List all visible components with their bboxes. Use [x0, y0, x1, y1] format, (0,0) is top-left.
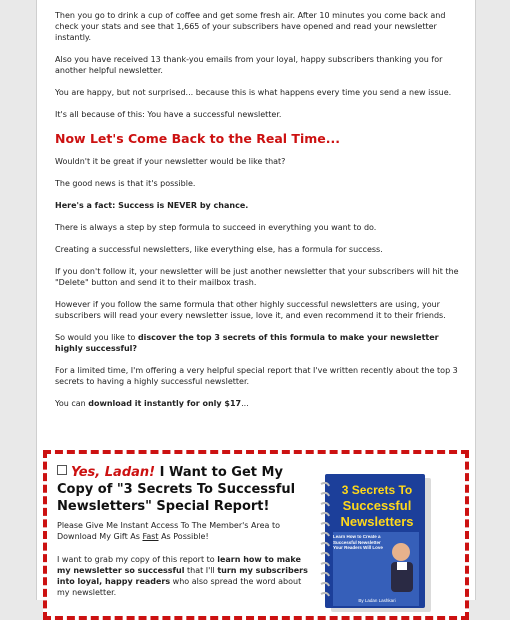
- paragraph: Creating a successful newsletters, like everything else, has a formula for success.: [55, 245, 383, 254]
- order-headline: [57, 464, 317, 515]
- book-title-3: Newsletters: [340, 514, 414, 529]
- ebook-cover: [315, 472, 435, 614]
- download-price: download it instantly for only $17: [88, 399, 242, 408]
- sales-letter-content: [55, 10, 460, 420]
- page-body: [36, 0, 476, 603]
- section-heading: Now Let's Come Back to the Real Time...: [55, 131, 340, 146]
- grab-text: [57, 554, 312, 598]
- order-headline-text: I Want to Get My Copy of "3 Secrets To Successful Newsletters" Special Report!: [57, 465, 296, 514]
- grab-mid: that I'll: [184, 566, 218, 575]
- discover-bold: discover the top 3 secrets of this formula to make your newsletter highly successful?: [55, 333, 439, 353]
- fact-text: Here's a fact: Success is NEVER by chance.: [55, 201, 249, 210]
- paragraph: However if you follow the same formula that other highly successful newsletters are using, your subscribers will read your every newsletter issue, love it, and even recommend it to their friends.: [55, 300, 446, 320]
- book-title-2: Successful: [342, 498, 412, 513]
- order-checkbox[interactable]: [57, 465, 67, 475]
- access-suffix: As Possible!: [158, 532, 209, 541]
- book-tagline: Learn How to Create a Successful Newsletter Your Readers Will Love: [333, 534, 383, 550]
- paragraph: The good news is that it's possible.: [55, 179, 196, 188]
- book-author: By Ladan Lashkari: [358, 598, 396, 603]
- book-title-1: 3 Secrets To: [341, 483, 413, 497]
- fact-paragraph: [55, 200, 460, 211]
- grab-bold-2: turn my subscribers into loyal, happy readers: [57, 566, 308, 586]
- grab-bold-1: learn how to make my newsletter so successful: [57, 555, 301, 575]
- ebook-cover-art: [315, 472, 435, 614]
- paragraph: Also you have received 13 thank-you emails from your loyal, happy subscribers thanking you for another helpful newsletter.: [55, 55, 443, 75]
- download-paragraph: [55, 398, 460, 409]
- access-prefix: Please Give Me Instant Access To The Member's Area to Download My Gift As: [57, 521, 280, 541]
- grab-suffix: who also spread the word about my newsletter.: [57, 577, 302, 597]
- paragraph: For a limited time, I'm offering a very helpful special report that I've written recently about the top 3 secrets to having a highly successful newsletter.: [55, 366, 458, 386]
- download-prefix: You can: [55, 399, 89, 408]
- order-box: [43, 450, 469, 620]
- grab-prefix: I want to grab my copy of this report to: [57, 555, 218, 564]
- access-fast: Fast: [142, 532, 159, 541]
- paragraph: Wouldn't it be great if your newsletter would be like that?: [55, 157, 286, 166]
- discover-paragraph: [55, 332, 460, 354]
- paragraph: You are happy, but not surprised... because this is what happens every time you send a new issue.: [55, 88, 452, 97]
- paragraph: If you don't follow it, your newsletter will be just another newsletter that your subscribers will hit the "Delete" button and send it to their mailbox trash.: [55, 267, 459, 287]
- download-suffix: ...: [241, 399, 249, 408]
- paragraph: Then you go to drink a cup of coffee and get some fresh air. After 10 minutes you come back and check your stats and see that 1,665 of your subscribers have opened and read your newsletter instantly.: [55, 11, 446, 42]
- yes-name: Yes, Ladan!: [71, 465, 156, 480]
- paragraph: There is always a step by step formula to succeed in everything you want to do.: [55, 223, 377, 232]
- paragraph: It's all because of this: You have a successful newsletter.: [55, 110, 282, 119]
- discover-prefix: So would you like to: [55, 333, 138, 342]
- access-text: [57, 520, 312, 542]
